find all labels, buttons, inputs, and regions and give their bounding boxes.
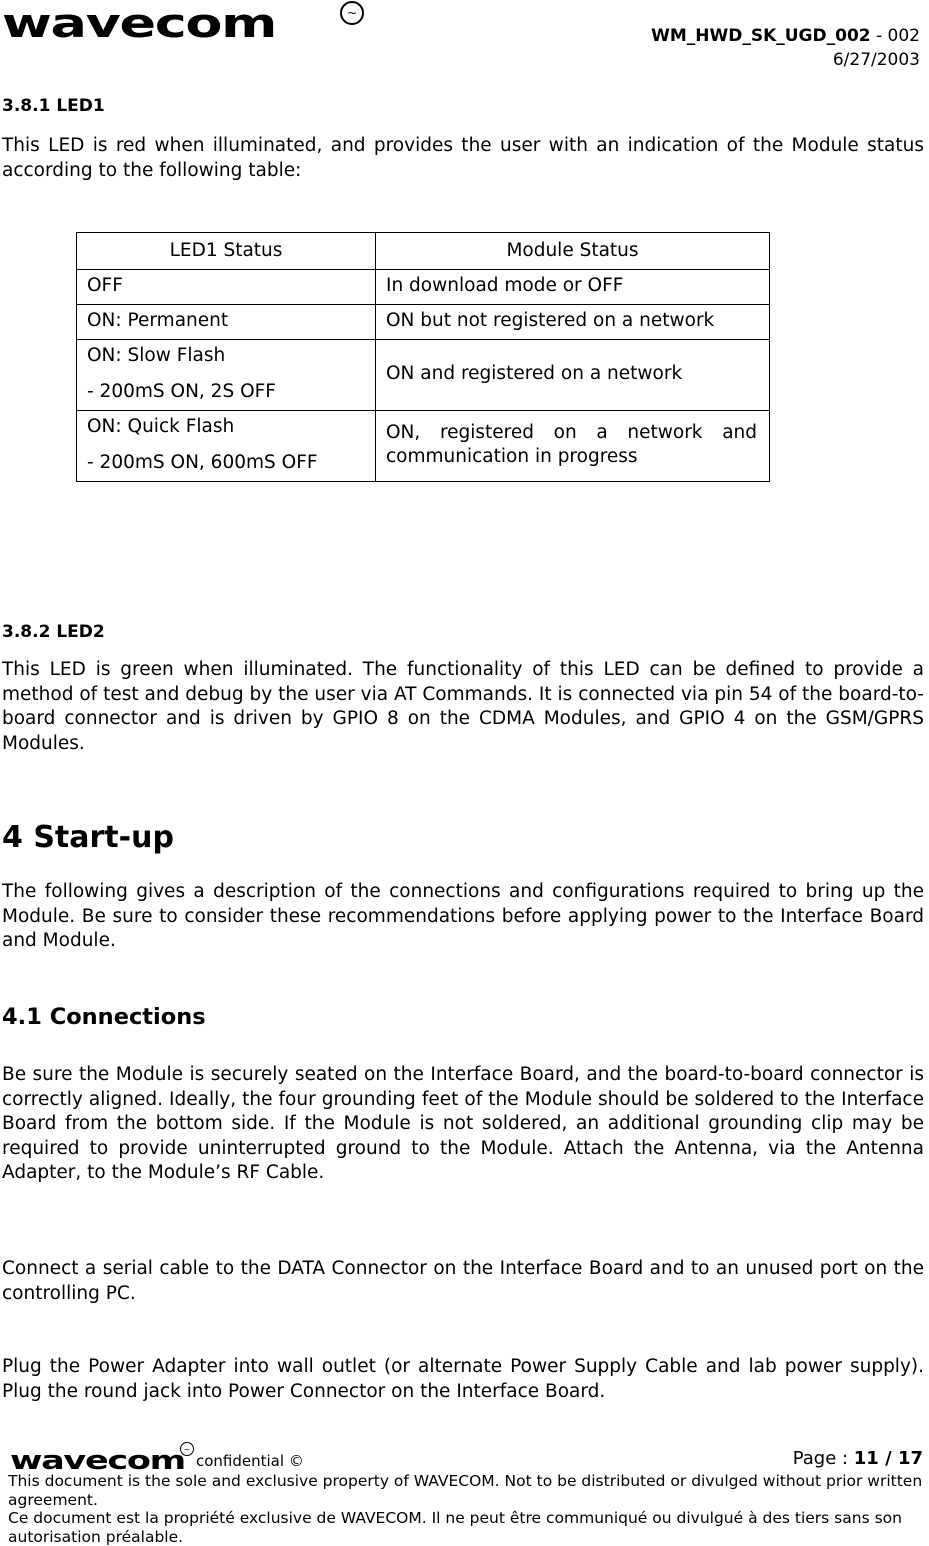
table-header-row xyxy=(77,233,770,270)
cell-status: ON: Permanent xyxy=(77,305,376,340)
cell-status-detail: - 200mS ON, 600mS OFF xyxy=(87,452,318,473)
doc-ref-revision: - 002 xyxy=(870,26,920,46)
table-row xyxy=(77,305,770,340)
col-header-module-status: Module Status xyxy=(376,233,770,270)
table-row xyxy=(77,270,770,305)
cell-status-group xyxy=(77,411,376,482)
led1-heading: 3.8.1 LED1 xyxy=(2,96,105,116)
page-number xyxy=(793,1448,923,1469)
footer-wavecom-logo: wavecom xyxy=(10,1446,185,1476)
connections-heading: 4.1 Connections xyxy=(2,1004,206,1030)
page-label: Page : xyxy=(792,1448,854,1469)
wavecom-swoosh-icon: ~ xyxy=(340,1,364,25)
cell-status: OFF xyxy=(77,270,376,305)
document-header xyxy=(651,24,920,72)
notice-french: Ce document est la propriété exclusive de WAVECOM. Il ne peut être communiqué ou divulgué à des tiers sans son autorisation préalable. xyxy=(8,1509,902,1546)
startup-heading: 4 Start-up xyxy=(2,820,174,855)
confidential-label: confidential © xyxy=(196,1452,304,1470)
notice-english: This document is the sole and exclusive property of WAVECOM. Not to be distributed or divulged without prior written agreement. xyxy=(8,1472,923,1509)
page-count: 11 / 17 xyxy=(853,1448,923,1469)
led2-heading: 3.8.2 LED2 xyxy=(2,622,105,642)
footer-notice xyxy=(8,1472,926,1546)
cell-status-group xyxy=(77,340,376,411)
doc-reference xyxy=(651,24,920,48)
cell-status: ON: Quick Flash xyxy=(87,416,235,437)
doc-date: 6/27/2003 xyxy=(832,50,920,70)
table-row xyxy=(77,340,770,411)
led1-intro: This LED is red when illuminated, and provides the user with an indication of the Module status according to the following table: xyxy=(2,135,924,181)
cell-module: ON but not registered on a network xyxy=(376,305,770,340)
cell-module: ON and registered on a network xyxy=(376,340,770,411)
cell-module: In download mode or OFF xyxy=(376,270,770,305)
cell-status: ON: Slow Flash xyxy=(87,345,226,366)
doc-ref-code: WM_HWD_SK_UGD_002 xyxy=(651,26,871,46)
led2-body: This LED is green when illuminated. The functionality of this LED can be defined to provide a method of test and debug by the user via AT Commands. It is connected via pin 54 of the board-to-board connector and is driven by GPIO 8 on the CDMA Modules, and GPIO 4 on the GSM/GPRS Modules. xyxy=(2,659,924,754)
startup-body: The following gives a description of the connections and configurations required to bring up the Module. Be sure to consider these recommendations before applying power to the Interface Board and Module. xyxy=(2,881,924,951)
page-footer xyxy=(0,1442,929,1545)
connections-paragraph-1: Be sure the Module is securely seated on the Interface Board, and the board-to-board connector is correctly aligned. Ideally, the four grounding feet of the Module should be soldered to the Interface Board from the bottom side. If the Module is not soldered, an additional grounding clip may be required to provide uninterrupted ground to the Module. Attach the Antenna, via the Antenna Adapter, to the Module’s RF Cable. xyxy=(2,1064,924,1183)
connections-paragraph-3: Plug the Power Adapter into wall outlet (or alternate Power Supply Cable and lab power supply). Plug the round jack into Power Connector on the Interface Board. xyxy=(2,1356,924,1402)
wavecom-logo: wavecom xyxy=(2,1,277,47)
col-header-led1-status: LED1 Status xyxy=(77,233,376,270)
cell-module: ON, registered on a network and communication in progress xyxy=(376,411,770,482)
table-row xyxy=(77,411,770,482)
cell-status-detail: - 200mS ON, 2S OFF xyxy=(87,381,276,402)
footer-swoosh-icon: ~ xyxy=(180,1442,194,1456)
led1-status-table xyxy=(76,232,770,482)
connections-paragraph-2: Connect a serial cable to the DATA Connector on the Interface Board and to an unused port on the controlling PC. xyxy=(2,1258,924,1304)
